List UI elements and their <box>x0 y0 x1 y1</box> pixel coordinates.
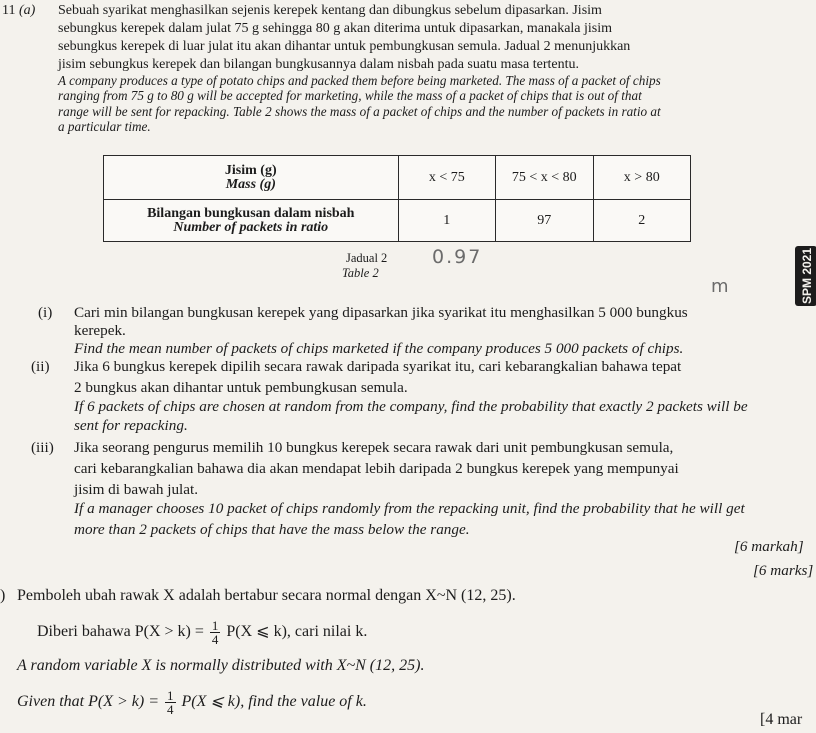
marks-en: [6 marks] <box>753 562 814 579</box>
part-iii-label: (iii) <box>31 439 54 456</box>
part-iii-ms-line-1: Jika seorang pengurus memilih 10 bungkus kerepek secara rawak dari unit pembungkusan semula, <box>74 439 674 456</box>
part-iii-ms-line-2: cari kebarangkalian bahawa dia akan mendapat lebih daripada 2 bungkus kerepek yang mempunyai <box>74 460 679 477</box>
part-b-marks: [4 mar <box>760 711 803 728</box>
part-b-ms-statement: Pemboleh ubah rawak X adalah bertabur secara normal dengan X~N (12, 25). <box>17 587 516 604</box>
handwritten-mark: m <box>711 276 729 297</box>
marks-ms: [6 markah] <box>734 538 804 555</box>
part-i-ms-line-2: kerepek. <box>74 322 126 339</box>
intro-en-line-1: A company produces a type of potato chips and packed them before being marketed. The mass of a packet of chips <box>58 73 661 88</box>
intro-ms-line-4: jisim sebungkus kerepek dan bilangan bungkusannya dalam nisbah pada suatu masa tertentu. <box>58 57 579 72</box>
table-cell: 97 <box>496 200 593 242</box>
part-iii-en-line-1: If a manager chooses 10 packet of chips randomly from the repacking unit, find the probability that he will get <box>74 500 745 517</box>
table-cell: 75 < x < 80 <box>496 156 593 200</box>
table-cell: 1 <box>398 200 495 242</box>
part-i-label: (i) <box>38 304 53 321</box>
table-caption-ms: Jadual 2 <box>346 251 388 265</box>
part-ii-label: (ii) <box>31 358 50 375</box>
spm-year-label <box>793 246 816 306</box>
fraction-one-quarter: $\frac{1}{4}$ <box>211 618 219 647</box>
table-caption-en: Table 2 <box>342 266 379 280</box>
part-iii-ms-line-3: jisim di bawah julat. <box>74 481 199 498</box>
part-b-label: ) <box>0 587 6 604</box>
intro-en-line-3: range will be sent for repacking. Table 2 shows the mass of a packet of chips and the number of packets in ratio at <box>58 104 661 119</box>
intro-en-line-2: ranging from 75 g to 80 g will be accepted for marketing, while the mass of a packet of chips that is out of that <box>58 88 642 103</box>
intro-ms-line-2: sebungkus kerepek dalam julat 75 g sehingga 80 g akan diterima untuk dipasarkan, manakala jisim <box>58 21 613 36</box>
handwritten-note: 0.97 <box>432 246 483 268</box>
part-b-en-given: Given that P(X > k) = $\frac{1}{4}$ P(X ⩽ k), find the value of k. <box>17 688 367 717</box>
table-cell: x > 80 <box>593 156 691 200</box>
table-cell: x < 75 <box>398 156 495 200</box>
question-number: 11 (a) <box>2 3 36 18</box>
part-ii-ms-line-2: 2 bungkus akan dihantar untuk pembungkusan semula. <box>74 379 408 396</box>
spm-year-text: SPM 2021 <box>800 247 814 305</box>
table-cell: 2 <box>593 200 691 242</box>
part-iii-en-line-2: more than 2 packets of chips that have the mass below the range. <box>74 521 470 538</box>
part-ii-en-line-2: sent for repacking. <box>74 417 188 434</box>
intro-ms-line-3: sebungkus kerepek di luar julat itu akan dihantar untuk pembungkusan semula. Jadual 2 menunjukkan <box>58 39 631 54</box>
part-ii-en-line-1: If 6 packets of chips are chosen at random from the company, find the probability that exactly 2 packets will be <box>74 398 748 415</box>
intro-en-line-4: a particular time. <box>58 119 151 134</box>
part-ii-ms-line-1: Jika 6 bungkus kerepek dipilih secara rawak daripada syarikat itu, cari kebarangkalian bahawa tepat <box>74 358 682 375</box>
table-row-ratio-header: Bilangan bungkusan dalam nisbah Number of packets in ratio <box>104 200 399 242</box>
part-b-en-statement: A random variable X is normally distributed with X~N (12, 25). <box>17 657 425 674</box>
part-i-ms-line-1: Cari min bilangan bungkusan kerepek yang dipasarkan jika syarikat itu menghasilkan 5 000 bungkus <box>74 304 688 321</box>
mass-ratio-table <box>103 155 691 242</box>
part-i-en-line-1: Find the mean number of packets of chips marketed if the company produces 5 000 packets of chips. <box>74 340 684 357</box>
intro-ms-line-1: Sebuah syarikat menghasilkan sejenis kerepek kentang dan dibungkus sebelum dipasarkan. Jisim <box>58 3 602 18</box>
part-b-ms-given: Diberi bahawa P(X > k) = $\frac{1}{4}$ P(X ⩽ k), cari nilai k. <box>37 618 368 647</box>
fraction-one-quarter: $\frac{1}{4}$ <box>167 688 174 717</box>
table-row-mass-header: Jisim (g) Mass (g) <box>104 156 399 200</box>
